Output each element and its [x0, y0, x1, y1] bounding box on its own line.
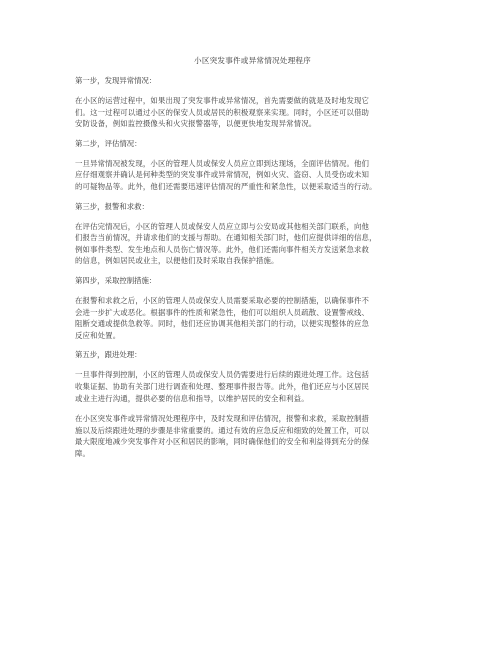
paragraph-line: 应仔细观察并确认是何种类型的突发事件或异常情况，例如火灾、盗窃、人员受伤或未知 — [75, 170, 370, 180]
paragraph-line: 会进一步扩大或恶化。根据事件的性质和紧急性，他们可以组织人员疏散、设置警戒线、 — [75, 307, 370, 317]
paragraph-line: 安防设备，例如监控摄像头和火灾报警器等，以便更快地发现异常情况。 — [75, 119, 317, 129]
paragraph-line: 或业主进行沟通，提供必要的信息和指导，以维护居民的安全和利益。 — [75, 393, 309, 403]
conclusion-paragraph — [75, 413, 430, 459]
paragraph-line: 在小区突发事件或异常情况处理程序中，及时发现和评估情况，报警和求救，采取控制措 — [75, 414, 370, 424]
paragraph-line: 例如事件类型、发生地点和人员伤亡情况等。此外，他们还需向事件相关方发送紧急求救 — [75, 244, 370, 254]
paragraph-line: 施以及后续跟进处理的步骤是非常重要的。通过有效的应急反应和细致的处置工作，可以 — [75, 425, 370, 435]
paragraph-line: 在评估完情况后，小区的管理人员或保安人员应立即与公安局或其他相关部门联系，向他 — [75, 221, 370, 231]
paragraph-line: 在报警和求救之后，小区的管理人员或保安人员需要采取必要的控制措施，以确保事件不 — [75, 295, 370, 305]
paragraph-line: 反应和处置。 — [75, 330, 121, 340]
paragraph-line: 一旦事件得到控制，小区的管理人员或保安人员仍需要进行后续的跟进处理工作。这包括 — [75, 370, 370, 380]
section-paragraph — [75, 158, 430, 193]
section-heading: 第四步，采取控制措施： — [75, 275, 157, 285]
document-page — [75, 56, 430, 468]
paragraph-line: 的信息，例如居民或业主，以便他们及时采取自我保护措施。 — [75, 256, 279, 266]
paragraph-line: 一旦异常情况被发现，小区的管理人员或保安人员应立即到达现场，全面评估情况。他们 — [75, 158, 370, 168]
section-step-5 — [75, 350, 430, 404]
section-heading: 第五步，跟进处理： — [75, 350, 142, 360]
paragraph-line: 收集证据、协助有关部门进行调查和处理、整理事件报告等。此外，他们还应与小区居民 — [75, 381, 370, 391]
paragraph-line: 在小区的运营过程中，如果出现了突发事件或异常情况，首先需要做的就是及时地发现它 — [75, 96, 370, 105]
section-step-1 — [75, 76, 430, 130]
section-step-2 — [75, 139, 430, 193]
section-paragraph — [75, 295, 430, 341]
paragraph-line: 的可疑物品等。此外，他们还需要迅速评估情况的严重性和紧急性，以便采取适当的行动。 — [75, 181, 377, 191]
document-title: 小区突发事件或异常情况处理程序 — [194, 56, 311, 65]
section-paragraph — [75, 369, 430, 404]
section-heading: 第三步，报警和求救： — [75, 201, 149, 211]
paragraph-line: 们。这一过程可以通过小区的保安人员或居民的积极观察来实现。同时，小区还可以借助 — [75, 107, 370, 117]
section-paragraph — [75, 95, 430, 130]
paragraph-line: 最大限度地减少突发事件对小区和居民的影响，同时确保他们的安全和利益得到充分的保 — [75, 437, 370, 447]
section-heading: 第一步，发现异常情况： — [75, 76, 157, 85]
section-paragraph — [75, 221, 430, 267]
paragraph-line: 阻断交通或提供急救等。同时，他们还应协调其他相关部门的行动，以便实现整体的应急 — [75, 319, 370, 329]
paragraph-line: 们报告当前情况，并请求他们的支援与帮助。在通知相关部门时，他们应提供详细的信息， — [75, 233, 377, 243]
section-heading: 第二步，评估情况： — [75, 138, 142, 148]
section-step-3 — [75, 202, 430, 267]
section-step-4 — [75, 276, 430, 341]
paragraph-line: 障。 — [75, 448, 91, 458]
